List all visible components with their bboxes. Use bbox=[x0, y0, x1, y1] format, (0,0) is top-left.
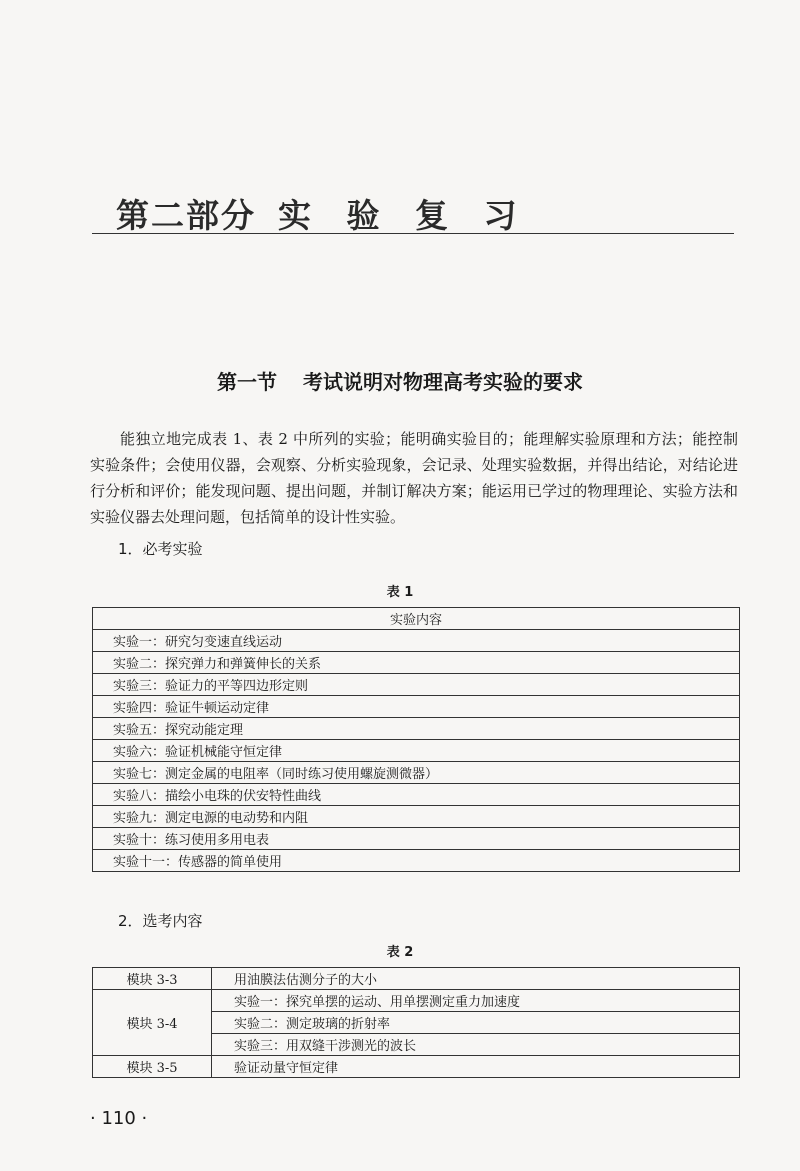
table-cell: 实验二：探究弹力和弹簧伸长的关系 bbox=[93, 652, 740, 674]
table1-header: 实验内容 bbox=[93, 608, 740, 630]
table-row bbox=[93, 674, 740, 696]
table1-caption: 表 1 bbox=[386, 585, 414, 600]
section-number: 第一节 bbox=[217, 370, 277, 394]
table-row bbox=[93, 718, 740, 740]
table1 bbox=[92, 607, 740, 872]
table-cell: 实验五：探究动能定理 bbox=[93, 718, 740, 740]
section-title bbox=[0, 366, 800, 395]
table-cell: 实验七：测定金属的电阻率（同时练习使用螺旋测微器） bbox=[93, 762, 740, 784]
table-row bbox=[93, 696, 740, 718]
table2-caption: 表 2 bbox=[386, 945, 414, 960]
part-subtitle: 实 验 复 习 bbox=[278, 196, 529, 235]
table-cell: 用油膜法估测分子的大小 bbox=[212, 968, 740, 990]
table-row bbox=[93, 806, 740, 828]
table-cell: 实验一：研究匀变速直线运动 bbox=[93, 630, 740, 652]
table-row bbox=[93, 850, 740, 872]
table-row bbox=[93, 968, 740, 990]
table-row bbox=[93, 990, 740, 1012]
table-cell: 实验六：验证机械能守恒定律 bbox=[93, 740, 740, 762]
table-row bbox=[93, 762, 740, 784]
table-row bbox=[93, 630, 740, 652]
table2 bbox=[92, 967, 740, 1078]
table-row bbox=[93, 784, 740, 806]
part-number: 第二部分 bbox=[116, 196, 256, 235]
table-cell: 实验四：验证牛顿运动定律 bbox=[93, 696, 740, 718]
table-cell: 实验二：测定玻璃的折射率 bbox=[212, 1012, 740, 1034]
table-cell: 实验一：探究单摆的运动、用单摆测定重力加速度 bbox=[212, 990, 740, 1012]
part-title bbox=[116, 190, 528, 237]
page-number: · 110 · bbox=[90, 1108, 148, 1129]
table-cell: 实验十一：传感器的简单使用 bbox=[93, 850, 740, 872]
module-name: 模块 3-3 bbox=[93, 968, 212, 990]
table-cell: 验证动量守恒定律 bbox=[212, 1056, 740, 1078]
table-row bbox=[93, 740, 740, 762]
table-cell: 实验八：描绘小电珠的伏安特性曲线 bbox=[93, 784, 740, 806]
section-heading: 考试说明对物理高考实验的要求 bbox=[303, 370, 583, 394]
table-cell: 实验九：测定电源的电动势和内阻 bbox=[93, 806, 740, 828]
module-name: 模块 3-4 bbox=[93, 990, 212, 1056]
table-cell: 实验三：验证力的平等四边形定则 bbox=[93, 674, 740, 696]
table-cell: 实验十：练习使用多用电表 bbox=[93, 828, 740, 850]
table-row bbox=[93, 652, 740, 674]
table-row bbox=[93, 828, 740, 850]
module-name: 模块 3-5 bbox=[93, 1056, 212, 1078]
part-divider bbox=[92, 233, 734, 234]
subsection-optional: 2．选考内容 bbox=[118, 912, 203, 930]
subsection-required: 1．必考实验 bbox=[118, 540, 203, 558]
intro-paragraph: 能独立地完成表 1、表 2 中所列的实验；能明确实验目的；能理解实验原理和方法；能控制实验条件；会使用仪器，会观察、分析实验现象，会记录、处理实验数据，并得出结论，对结论进行分析和评价；能发现问题、提出问题，并制订解决方案；能运用已学过的物理理论、实验方法和实验仪器去处理问题，包括简单的设计性实验。 bbox=[90, 430, 738, 526]
table-row bbox=[93, 1056, 740, 1078]
table-cell: 实验三：用双缝干涉测光的波长 bbox=[212, 1034, 740, 1056]
table-row bbox=[93, 608, 740, 630]
